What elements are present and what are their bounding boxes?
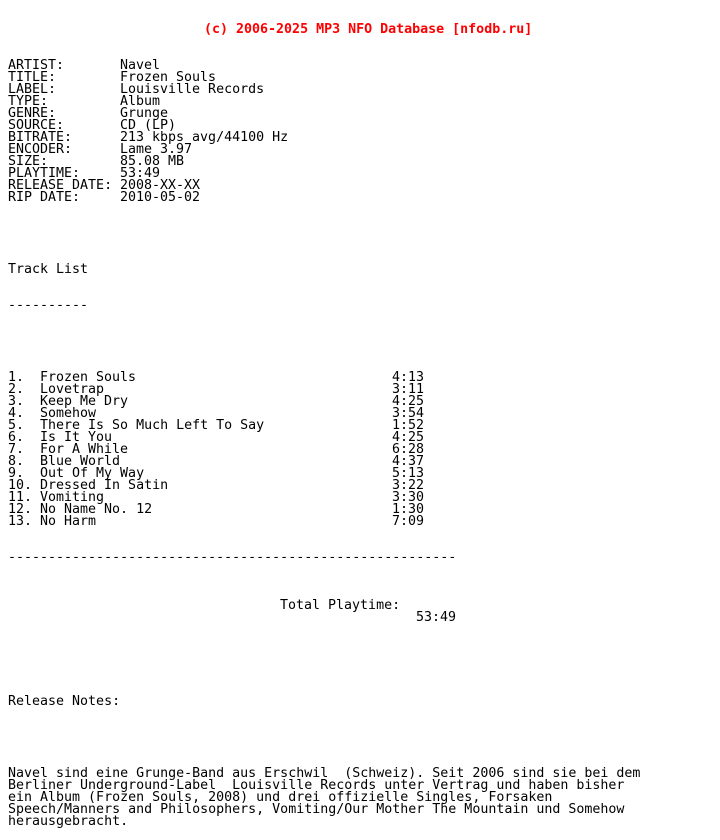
field-row [8,156,716,168]
field-value: 53:49 [120,166,161,181]
release-notes-heading: Release Notes: [8,694,121,709]
release-notes-line: ein Album (Frozen Souls, 2008) und drei offizielle Singles, Forsaken [8,790,553,805]
field-value: Lame 3.97 [120,142,193,157]
track-number: 7. [8,442,25,457]
track-title: Somehow [40,406,97,421]
track-title: Is It You [40,430,113,445]
field-row [8,96,716,108]
blank-line [8,228,716,240]
field-label: RELEASE DATE: [8,178,113,193]
track-number: 1. [8,370,25,385]
track-row [8,420,716,432]
field-label: GENRE: [8,106,57,121]
field-label: SOURCE: [8,118,65,133]
blank-line [8,624,716,636]
track-number: 13. [8,514,33,529]
field-value: 213 kbps avg/44100 Hz [120,130,289,145]
track-number: 11. [8,490,33,505]
track-row [8,504,716,516]
copyright-notice: (c) 2006-2025 MP3 NFO Database [nfodb.ru] [204,22,533,37]
track-duration: 4:25 [392,430,425,445]
tracklist-underline: ---------- [8,298,89,313]
track-duration: 3:11 [392,382,425,397]
field-label: BITRATE: [8,130,73,145]
field-value: Louisville Records [120,82,265,97]
field-row [8,108,716,120]
track-number: 12. [8,502,33,517]
track-duration: 3:22 [392,478,425,493]
release-notes-line: Speech/Manners and Philosophers, Vomiting/Our Mother The Mountain und Somehow [8,802,625,817]
field-label: ARTIST: [8,58,65,73]
field-value: Navel [120,58,161,73]
track-duration: 4:37 [392,454,425,469]
field-value: Frozen Souls [120,70,217,85]
field-row [8,144,716,156]
field-label: ENCODER: [8,142,73,157]
field-label: LABEL: [8,82,57,97]
track-duration: 3:54 [392,406,425,421]
track-duration: 7:09 [392,514,425,529]
track-title: For A While [40,442,129,457]
copyright-line [8,24,716,36]
field-row [8,180,716,192]
track-number: 6. [8,430,25,445]
track-number: 8. [8,454,25,469]
track-title: No Name No. 12 [40,502,153,517]
field-label: PLAYTIME: [8,166,81,181]
field-value: 85.08 MB [120,154,185,169]
track-title: Out Of My Way [40,466,145,481]
track-title: Dressed In Satin [40,478,169,493]
track-title: Vomiting [40,490,105,505]
field-row [8,132,716,144]
field-value: CD (LP) [120,118,177,133]
track-duration: 1:52 [392,418,425,433]
field-label: TITLE: [8,70,57,85]
track-duration: 4:25 [392,394,425,409]
tracklist-separator: -------------------------------------------------------- [8,550,457,565]
release-notes-line: Berliner Underground-Label Louisville Records unter Vertrag und haben bisher [8,778,625,793]
track-title: No Harm [40,514,97,529]
track-number: 4. [8,406,25,421]
total-playtime-value: 53:49 [416,610,457,625]
track-row [8,372,716,384]
field-value: 2010-05-02 [120,190,201,205]
track-number: 9. [8,466,25,481]
field-row [8,168,716,180]
track-title: Keep Me Dry [40,394,129,409]
field-value: 2008-XX-XX [120,178,201,193]
blank-line [8,336,716,348]
field-label: SIZE: [8,154,49,169]
track-duration: 4:13 [392,370,425,385]
track-number: 10. [8,478,33,493]
release-notes-line: Navel sind eine Grunge-Band aus Erschwil (Schweiz). Seit 2006 sind sie bei dem [8,766,641,781]
blank-line [8,660,716,672]
track-duration: 5:13 [392,466,425,481]
field-row [8,84,716,96]
track-row [8,396,716,408]
field-row [8,72,716,84]
track-duration: 3:30 [392,490,425,505]
field-row [8,60,716,72]
field-label: RIP DATE: [8,190,81,205]
track-title: Lovetrap [40,382,105,397]
track-number: 2. [8,382,25,397]
release-fields [8,60,716,204]
nfo-document [8,0,716,840]
field-value: Album [120,94,161,109]
track-title: There Is So Much Left To Say [40,418,265,433]
field-value: Grunge [120,106,169,121]
total-playtime-label: Total Playtime: [280,598,401,613]
release-notes-line: herausgebracht. [8,814,129,829]
track-number: 5. [8,418,25,433]
track-row [8,480,716,492]
field-label: TYPE: [8,94,49,109]
blank-line [8,732,716,744]
track-number: 3. [8,394,25,409]
track-title: Frozen Souls [40,370,137,385]
field-row [8,192,716,204]
track-duration: 6:28 [392,442,425,457]
track-list [8,372,716,528]
field-row [8,120,716,132]
total-playtime-row [8,588,716,625]
tracklist-heading: Track List [8,262,89,277]
release-notes-text [8,768,716,828]
track-row [8,516,716,528]
track-duration: 1:30 [392,502,425,517]
track-title: Blue World [40,454,121,469]
